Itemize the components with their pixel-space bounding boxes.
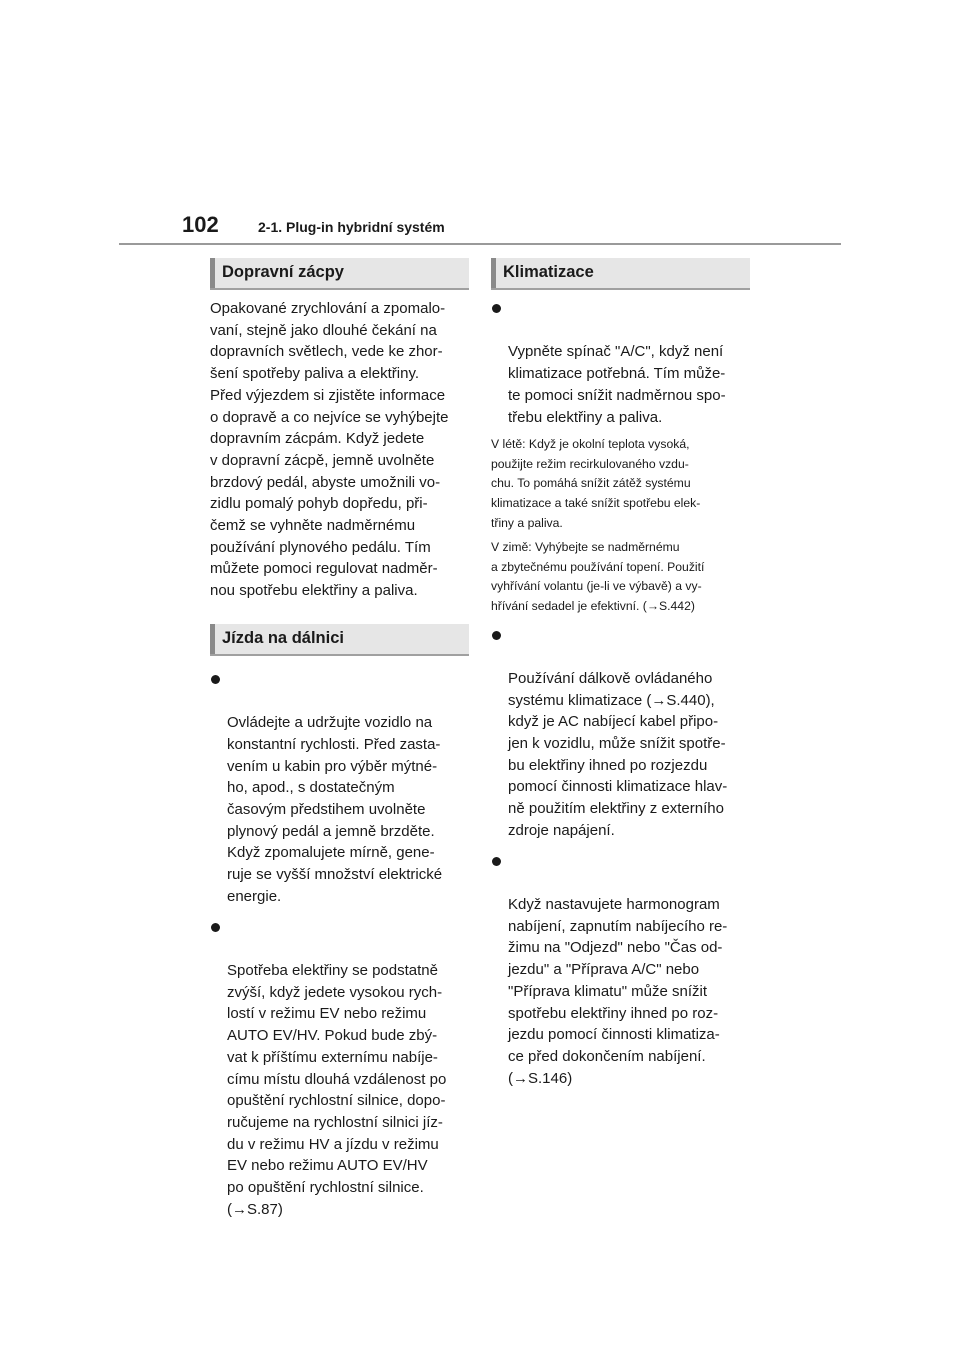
heading-highway-driving: Jízda na dálnici: [210, 624, 469, 656]
highway-bullet-1-text: Ovládejte a udržujte vozidlo na konstantní rychlosti. Před zasta- vením u kabin pro výběr mýtné- ho, apod., s dostatečným časovým předstihem uvolněte plynový pedál a jemně brzděte. Když zpomalujete mírně, gene- ruje se vyšší množství elektrické energie.: [227, 714, 443, 905]
header-divider: [119, 243, 841, 245]
page-number: 102: [182, 212, 219, 237]
winter-note: V zimě: Vyhýbejte se nadměrnému a zbytečnému používání topení. Použití vyhřívání volantu (je-li ve výbavě) a vy- hřívání sedadel je efektivní. (→S.442): [491, 540, 705, 613]
summer-note: V létě: Když je okolní teplota vysoká, použijte režim recirkulovaného vzdu- chu. To pomáhá snížit zátěž systému klimatizace a také snížit spotřebu elek- třiny a paliva.: [491, 437, 701, 530]
right-column: [491, 258, 750, 1089]
left-column: [210, 258, 469, 1220]
list-item: [491, 625, 750, 842]
heading-traffic-jams: Dopravní zácpy: [210, 258, 469, 290]
bullet-icon: [492, 857, 501, 866]
section-title: 2-1. Plug-in hybridní systém: [258, 219, 445, 235]
heading-air-conditioning: Klimatizace: [491, 258, 750, 290]
bullet-icon: [211, 675, 220, 684]
list-item: [210, 669, 469, 908]
bullet-icon: [492, 631, 501, 640]
bullet-icon: [211, 923, 220, 932]
bullet-icon: [492, 304, 501, 313]
ac-bullet-3-text: Když nastavujete harmonogram nabíjení, zapnutím nabíjecího re- žimu na "Odjezd" nebo "Čas od- jezdu" a "Příprava A/C" nebo "Příprava klimatu" může snížit spotřebu elektřiny ihned po roz- jezdu pomocí činnosti klimatiza- ce před dokončením nabíjení. (→S.146): [508, 896, 728, 1087]
traffic-jams-paragraph: Opakované zrychlování a zpomalo- vaní, stejně jako dlouhé čekání na dopravních světlech, vede ke zhor- šení spotřeby paliva a elektřiny. Před výjezdem si zjistěte informace o dopravě a co nejvíce se vyhýbejte dopravním zácpám. Když jedete v dopravní zácpě, jemně uvolněte brzdový pedál, abyste umožnili vo- zidlu pomalý pohyb dopředu, při- čemž se vyhněte nadměrnému používání plynového pedálu. Tím můžete pomoci regulovat nadměr- nou spotřebu elektřiny a paliva.: [210, 300, 449, 600]
ac-bullet-1-text: Vypněte spínač "A/C", když není klimatizace potřebná. Tím může- te pomoci snížit nadměrnou spo- třebu elektřiny a paliva.: [508, 343, 726, 426]
list-item: [210, 917, 469, 1221]
highway-bullet-2-text: Spotřeba elektřiny se podstatně zvýší, když jedete vysokou rych- lostí v režimu EV nebo režimu AUTO EV/HV. Pokud bude zbý- vat k příštímu externímu nabíje- címu místu dlouhá vzdálenost po opuštění rychlostní silnice, dopo- ručujeme na rychlostní silnici jíz- du v režimu HV a jízdu v režimu EV nebo režimu AUTO EV/HV po opuštění rychlostní silnice. (→S.87): [227, 961, 447, 1218]
list-item: [491, 851, 750, 1090]
list-item: [491, 298, 750, 428]
ac-bullet-2-text: Používání dálkově ovládaného systému klimatizace (→S.440), když je AC nabíjecí kabel připo- jen k vozidlu, může snížit spotře- bu elektřiny ihned po rozjezdu pomocí činnosti klimatizace hlav- ně použitím elektřiny z externího zdroje napájení.: [508, 669, 728, 839]
